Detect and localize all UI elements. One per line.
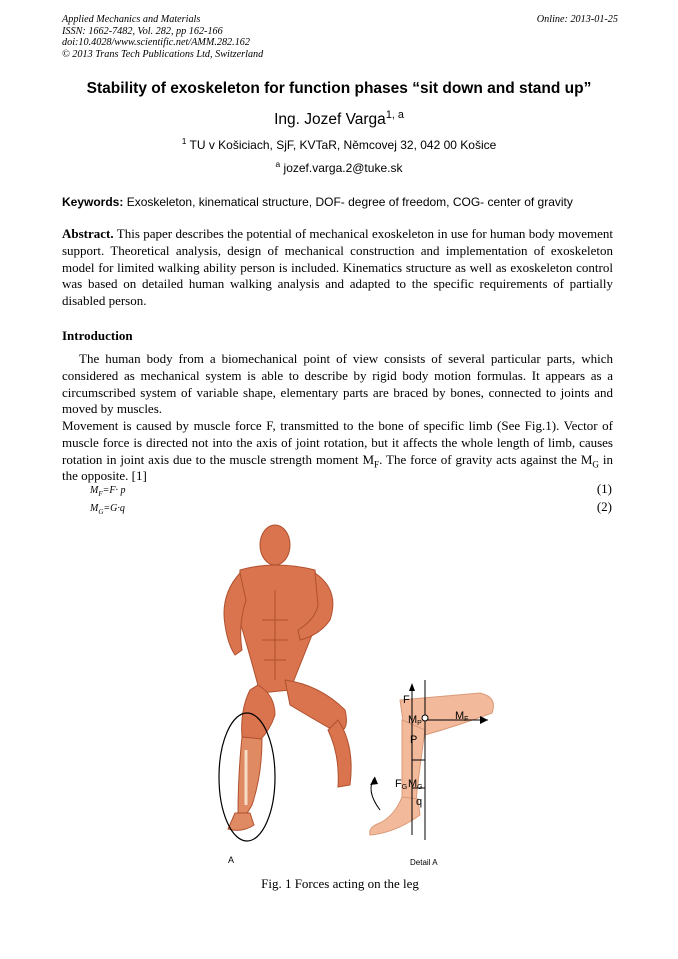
email-sup: a [275,159,281,169]
email-address[interactable]: jozef.varga.2@tuke.sk [283,161,403,175]
author-sup: 1, a [385,108,404,121]
copyright-line: © 2013 Trans Tech Publications Ltd, Switzerland [62,48,264,60]
keywords-text: Exoskeleton, kinematical structure, DOF- degree of freedom, COG- center of gravity [126,195,573,209]
online-date: Online: 2013-01-25 [536,14,618,25]
label-mp: MP [408,714,422,727]
muscle-figure-illustration [219,525,351,841]
abstract-text: This paper describes the potential of mechanical exoskeleton in use for human body movement support. Theoretical analysis, design of mechanical construction and implementation of exoskeleton model for limited walking ability person is included. Kinematics structure as well as exoskeleton control was based on detailed human walking analysis and adapted to the specific requirements of partially disabled person. [62,226,614,309]
keywords-label: Keywords: [62,195,124,209]
equation-2: $M_G=G\cdot q$ [90,503,125,516]
affiliation-text: TU v Košiciach, SjF, KVTaR, Němcovej 32, 042 00 Košice [189,138,497,152]
equation-1-number: (1) [596,481,612,496]
label-f: F [403,694,410,706]
author-name: Ing. Jozef Varga [274,111,386,128]
issn-line: ISSN: 1662-7482, Vol. 282, pp 162-166 [62,25,223,37]
intro-paragraph-2: Movement is caused by muscle force F, transmitted to the bone of specific limb (See Fig.1). Vector of muscle force is directed not into the axis of joint rotation, but it affects the whole length of limb, causes rotation in joint axis due to the muscle strength moment $M_F$. The force of gravity acts against the $M_G$ in the opposite. [1] [62,418,613,484]
author-line [40,108,638,129]
affiliation [40,138,638,152]
figure-forces-on-leg [180,515,520,875]
intro-paragraph-1: The human body from a biomechanical point of view consists of several particular parts, which considered as mechanical system is able to describe by rigid body motion formulas. It appears as a circumscribed system of variable shape, elementary parts are braced by bones, connected to joints and moved by muscles. [62,351,613,417]
section-heading-introduction: Introduction [62,328,133,343]
label-fg: FG [395,778,408,791]
doi-line: doi:10.4028/www.scientific.net/AMM.282.162 [62,37,250,48]
email-line [40,161,638,175]
figure-caption: Fig. 1 Forces acting on the leg [261,876,419,891]
label-p: P [410,734,418,746]
equation-2-number: (2) [596,499,612,514]
detail-a-leg [370,680,494,840]
keywords [62,195,618,209]
paper-title: Stability of exoskeleton for function phases “sit down and stand up” [86,80,592,97]
affiliation-sup: 1 [181,136,187,146]
page-header [62,14,618,60]
label-mf: MF [455,710,469,723]
label-mg: MG [408,778,423,791]
label-q: q [416,796,423,808]
abstract-label: Abstract. [62,226,114,241]
equation-1: $M_F=F\cdot p$ [90,485,126,498]
journal-name: Applied Mechanics and Materials [62,14,201,25]
label-detail-a: Detail A [410,858,438,867]
label-a: A [228,855,235,865]
abstract [62,226,613,310]
